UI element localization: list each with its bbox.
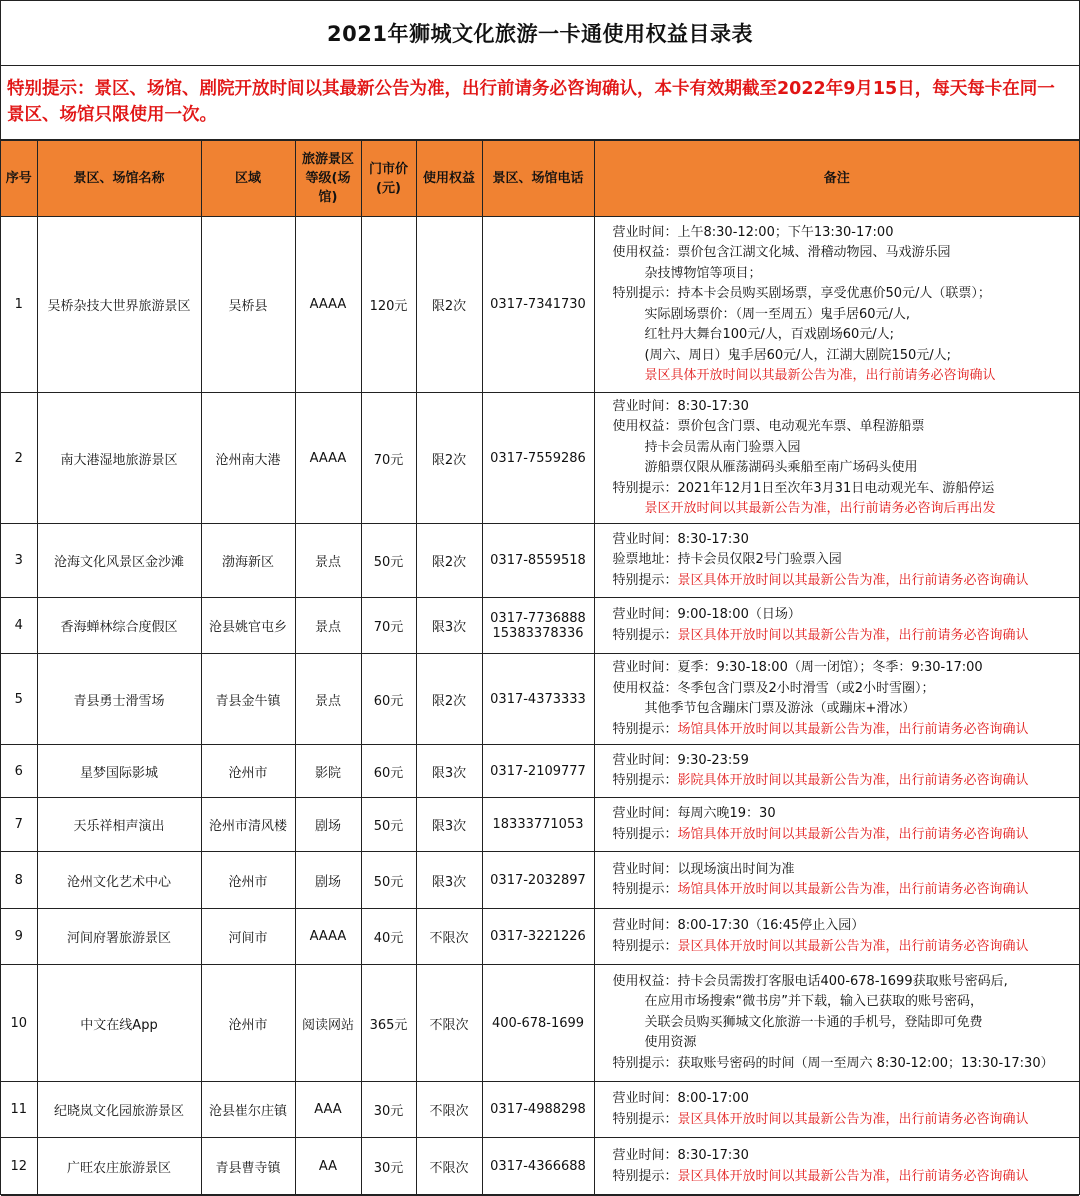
row-price: 40元 — [361, 909, 416, 965]
row-region: 沧州南大港 — [201, 393, 295, 524]
remark-line — [613, 825, 1076, 846]
row-region: 沧县崔尔庄镇 — [201, 1082, 295, 1138]
remark-line — [613, 223, 1076, 244]
remark-line — [613, 571, 1076, 592]
remark-text: 关联会员购买狮城文化旅游一卡通的手机号，登陆即可免费 — [644, 1014, 983, 1030]
row-region: 河间市 — [201, 909, 295, 965]
remark-line — [613, 860, 1076, 881]
remark-text: 营业时间：以现场演出时间为准 — [612, 861, 795, 877]
phone-number: 0317-7341730 — [490, 297, 586, 312]
phone-number: 0317-7559286 — [490, 450, 586, 466]
remark-text: 使用资源 — [644, 1035, 697, 1051]
row-rights: 限3次 — [416, 798, 482, 852]
remark-line — [613, 1089, 1076, 1110]
row-level: 剧场 — [295, 852, 361, 909]
row-no: 7 — [1, 798, 37, 852]
row-rights: 限2次 — [416, 217, 482, 393]
remark-line — [613, 880, 1076, 901]
remark-text: 营业时间：8:00-17:00 — [612, 1091, 749, 1106]
row-level: AAAA — [295, 909, 361, 965]
row-price: 120元 — [361, 217, 416, 393]
table-row — [1, 1138, 1079, 1196]
row-price: 60元 — [361, 745, 416, 798]
row-price: 50元 — [361, 798, 416, 852]
row-phone — [482, 745, 594, 798]
header-phone: 景区、场馆电话 — [482, 141, 594, 217]
row-price: 365元 — [361, 965, 416, 1082]
row-rights: 不限次 — [416, 965, 482, 1082]
remark-line — [613, 417, 1076, 438]
row-rights: 限3次 — [416, 745, 482, 798]
row-rights: 不限次 — [416, 909, 482, 965]
row-price: 30元 — [361, 1082, 416, 1138]
row-remark — [594, 965, 1079, 1082]
remark-text: 营业时间：上午8:30-12:00；下午13:30-17:00 — [612, 224, 894, 240]
row-remark — [594, 745, 1079, 798]
row-rights: 限3次 — [416, 598, 482, 654]
remark-text: 特别提示： — [612, 1111, 678, 1127]
row-name: 广旺农庄旅游景区 — [37, 1138, 201, 1196]
row-region: 青县曹寺镇 — [201, 1138, 295, 1196]
remark-line — [613, 972, 1076, 993]
remark-text: 持卡会员需从南门验票入园 — [644, 439, 801, 455]
remark-line — [613, 550, 1076, 571]
row-region: 沧州市 — [201, 965, 295, 1082]
row-remark — [594, 217, 1079, 393]
remark-text: 使用权益：票价包含江湖文化城、滑稽动物园、马戏游乐园 — [612, 245, 951, 260]
row-phone — [482, 1082, 594, 1138]
remark-text: 特别提示：获取账号密码的时间（周一至周六 8:30-12:00；13:30-17:30） — [612, 1055, 1054, 1071]
remark-text: 特别提示： — [612, 826, 678, 842]
row-no: 12 — [1, 1138, 37, 1196]
phone-number: 0317-3221226 — [490, 929, 586, 944]
remark-text: 特别提示： — [612, 1168, 678, 1184]
row-phone — [482, 598, 594, 654]
remark-text: 景区具体开放时间以其最新公告为准，出行前请务必咨询确认 — [644, 368, 996, 383]
row-remark — [594, 524, 1079, 598]
remark-line — [613, 530, 1076, 551]
phone-number-secondary: 15383378336 — [492, 625, 584, 641]
remark-warning: 景区具体开放时间以其最新公告为准，出行前请务必咨询确认 — [677, 1168, 1029, 1184]
row-no: 2 — [1, 393, 37, 524]
row-phone — [482, 524, 594, 598]
table-row — [1, 1082, 1079, 1138]
remark-line — [613, 284, 1076, 305]
remark-text: 营业时间：8:30-17:30 — [612, 531, 749, 547]
special-notice: 特别提示：景区、场馆、剧院开放时间以其最新公告为准，出行前请务必咨询确认，本卡有效期截至2022年9月15日，每天每卡在同一景区、场馆只限使用一次。 — [1, 66, 1079, 140]
row-remark — [594, 852, 1079, 909]
table-row — [1, 909, 1079, 965]
table-row — [1, 745, 1079, 798]
remark-text: 实际剧场票价：（周一至周五）鬼手居60元/人, — [644, 306, 911, 322]
remark-text: 营业时间：每周六晚19：30 — [612, 806, 776, 821]
remark-text: 特别提示： — [612, 882, 678, 897]
row-no: 1 — [1, 217, 37, 393]
remark-line — [613, 751, 1076, 772]
row-name: 纪晓岚文化园旅游景区 — [37, 1082, 201, 1138]
row-remark — [594, 654, 1079, 745]
row-price: 60元 — [361, 654, 416, 745]
row-name: 沧州文化艺术中心 — [37, 852, 201, 909]
remark-text: 特别提示： — [612, 572, 678, 588]
remark-line — [613, 325, 1076, 346]
remark-line — [613, 479, 1076, 500]
remark-text: 杂技博物馆等项目； — [644, 265, 762, 281]
row-level: 景点 — [295, 524, 361, 598]
remark-line — [613, 366, 1076, 387]
row-level: 景点 — [295, 598, 361, 654]
remark-line — [613, 626, 1076, 647]
remark-line — [613, 458, 1076, 479]
table-row — [1, 524, 1079, 598]
row-remark — [594, 1082, 1079, 1138]
remark-line — [613, 243, 1076, 264]
remark-line — [613, 1054, 1076, 1075]
remark-text: 使用权益：冬季包含门票及2小时滑雪（或2小时雪圈）； — [612, 680, 935, 696]
row-no: 10 — [1, 965, 37, 1082]
table-row — [1, 217, 1079, 393]
remark-text: 特别提示： — [612, 938, 678, 954]
row-region: 沧州市 — [201, 745, 295, 798]
row-remark — [594, 1138, 1079, 1196]
table-row — [1, 654, 1079, 745]
row-remark — [594, 393, 1079, 524]
table-row — [1, 798, 1079, 852]
remark-line — [613, 1033, 1076, 1054]
row-price: 30元 — [361, 1138, 416, 1196]
phone-number: 0317-2109777 — [490, 763, 586, 779]
remark-line — [613, 992, 1076, 1013]
remark-line — [613, 397, 1076, 418]
header-level: 旅游景区等级(场馆) — [295, 141, 361, 217]
remark-line — [613, 699, 1076, 720]
phone-number: 400-678-1699 — [491, 1015, 585, 1031]
row-phone — [482, 909, 594, 965]
remark-line — [613, 937, 1076, 958]
row-remark — [594, 598, 1079, 654]
remark-text: 特别提示： — [612, 773, 678, 788]
row-phone — [482, 798, 594, 852]
row-no: 6 — [1, 745, 37, 798]
page-title: 2021年狮城文化旅游一卡通使用权益目录表 — [1, 1, 1079, 66]
row-phone — [482, 654, 594, 745]
remark-text: 特别提示： — [612, 721, 678, 737]
row-level: 剧场 — [295, 798, 361, 852]
phone-number: 0317-4373333 — [490, 691, 586, 707]
phone-number: 0317-8559518 — [490, 553, 586, 568]
row-name: 南大港湿地旅游景区 — [37, 393, 201, 524]
row-phone — [482, 393, 594, 524]
remark-warning: 场馆具体开放时间以其最新公告为准，出行前请务必咨询确认 — [677, 882, 1029, 897]
row-level: AAAA — [295, 393, 361, 524]
remark-text: 使用权益：票价包含门票、电动观光车票、单程游船票 — [612, 419, 925, 434]
row-price: 70元 — [361, 393, 416, 524]
remark-line — [613, 771, 1076, 792]
row-name: 中文在线App — [37, 965, 201, 1082]
row-name: 河间府署旅游景区 — [37, 909, 201, 965]
row-no: 5 — [1, 654, 37, 745]
row-rights: 限2次 — [416, 524, 482, 598]
remark-line — [613, 264, 1076, 285]
remark-warning: 场馆具体开放时间以其最新公告为准，出行前请务必咨询确认 — [677, 826, 1029, 842]
remark-line — [613, 916, 1076, 937]
row-level: AAAA — [295, 217, 361, 393]
remark-line — [613, 1167, 1076, 1188]
row-rights: 限2次 — [416, 393, 482, 524]
remark-warning: 景区具体开放时间以其最新公告为准，出行前请务必咨询确认 — [677, 1111, 1029, 1127]
row-price: 70元 — [361, 598, 416, 654]
phone-number: 0317-4988298 — [490, 1102, 586, 1117]
phone-number: 0317-4366688 — [490, 1159, 586, 1174]
phone-number: 0317-7736888 — [490, 610, 586, 626]
row-level: 景点 — [295, 654, 361, 745]
row-rights: 限3次 — [416, 852, 482, 909]
remark-line — [613, 605, 1076, 626]
row-no: 3 — [1, 524, 37, 598]
row-name: 青县勇士滑雪场 — [37, 654, 201, 745]
row-no: 11 — [1, 1082, 37, 1138]
row-remark — [594, 909, 1079, 965]
phone-number: 18333771053 — [492, 817, 584, 832]
remark-line — [613, 720, 1076, 741]
remark-warning: 景区具体开放时间以其最新公告为准，出行前请务必咨询确认 — [677, 938, 1029, 954]
row-price: 50元 — [361, 852, 416, 909]
remark-text: 验票地址：持卡会员仅限2号门验票入园 — [612, 552, 842, 568]
row-remark — [594, 798, 1079, 852]
row-region: 沧州市清风楼 — [201, 798, 295, 852]
row-level: AAA — [295, 1082, 361, 1138]
row-rights: 限2次 — [416, 654, 482, 745]
row-name: 香海蝉林综合度假区 — [37, 598, 201, 654]
row-region: 渤海新区 — [201, 524, 295, 598]
remark-text: 红牡丹大舞台100元/人，百戏剧场60元/人; — [644, 327, 894, 342]
row-no: 4 — [1, 598, 37, 654]
remark-line — [613, 679, 1076, 700]
remark-text: 游船票仅限从雁荡湖码头乘船至南广场码头使用 — [644, 460, 918, 475]
remark-text: 特别提示：持本卡会员购买剧场票，享受优惠价50元/人（联票）； — [612, 286, 991, 301]
remark-line — [613, 1110, 1076, 1131]
remark-text: 营业时间：8:00-17:30（16:45停止入园） — [612, 918, 865, 933]
remark-warning: 场馆具体开放时间以其最新公告为准，出行前请务必咨询确认 — [677, 721, 1029, 737]
remark-text: 在应用市场搜索“微书房”并下载，输入已获取的账号密码， — [644, 994, 983, 1010]
row-name: 吴桥杂技大世界旅游景区 — [37, 217, 201, 393]
row-no: 9 — [1, 909, 37, 965]
row-phone — [482, 965, 594, 1082]
remark-text: 营业时间：9:30-23:59 — [612, 752, 749, 768]
remark-warning: 景区具体开放时间以其最新公告为准，出行前请务必咨询确认 — [677, 627, 1029, 643]
row-region: 沧州市 — [201, 852, 295, 909]
row-name: 沧海文化风景区金沙滩 — [37, 524, 201, 598]
row-phone — [482, 1138, 594, 1196]
table-row — [1, 393, 1079, 524]
row-phone — [482, 852, 594, 909]
remark-text: 特别提示：2021年12月1日至次年3月31日电动观光车、游船停运 — [612, 480, 995, 496]
row-no: 8 — [1, 852, 37, 909]
header-no: 序号 — [1, 141, 37, 217]
row-region: 沧县姚官屯乡 — [201, 598, 295, 654]
row-rights: 不限次 — [416, 1138, 482, 1196]
row-region: 吴桥县 — [201, 217, 295, 393]
remark-text: 营业时间：8:30-17:30 — [612, 1148, 749, 1163]
header-name: 景区、场馆名称 — [37, 141, 201, 217]
remark-line — [613, 499, 1076, 520]
row-level: AA — [295, 1138, 361, 1196]
remark-line — [613, 1013, 1076, 1034]
remark-line — [613, 804, 1076, 825]
rights-table — [1, 140, 1079, 1196]
header-price: 门市价(元) — [361, 141, 416, 217]
remark-text: 其他季节包含蹦床门票及游泳（或蹦床+滑冰） — [644, 701, 916, 716]
row-level: 阅读网站 — [295, 965, 361, 1082]
row-rights: 不限次 — [416, 1082, 482, 1138]
header-rights: 使用权益 — [416, 141, 482, 217]
remark-warning: 影院具体开放时间以其最新公告为准，出行前请务必咨询确认 — [677, 773, 1029, 788]
remark-text: 使用权益：持卡会员需拨打客服电话400-678-1699获取账号密码后, — [612, 973, 1008, 989]
row-level: 影院 — [295, 745, 361, 798]
remark-text: 景区开放时间以其最新公告为准，出行前请务必咨询后再出发 — [644, 501, 996, 516]
remark-text: 营业时间：9:00-18:00（日场） — [612, 607, 801, 622]
row-region: 青县金牛镇 — [201, 654, 295, 745]
table-row — [1, 965, 1079, 1082]
phone-number: 0317-2032897 — [490, 872, 586, 888]
header-region: 区域 — [201, 141, 295, 217]
remark-text: 营业时间：夏季：9:30-18:00（周一闭馆）；冬季：9:30-17:00 — [612, 660, 983, 675]
table-row — [1, 852, 1079, 909]
remark-warning: 景区具体开放时间以其最新公告为准，出行前请务必咨询确认 — [677, 572, 1029, 588]
remark-text: 特别提示： — [612, 627, 678, 643]
header-remark: 备注 — [594, 141, 1079, 217]
table-header-row — [1, 141, 1079, 217]
row-name: 天乐祥相声演出 — [37, 798, 201, 852]
row-phone — [482, 217, 594, 393]
table-body — [1, 217, 1079, 1196]
remark-line — [613, 658, 1076, 679]
remark-line — [613, 305, 1076, 326]
remark-line — [613, 1146, 1076, 1167]
row-name: 星梦国际影城 — [37, 745, 201, 798]
remark-line — [613, 438, 1076, 459]
table-row — [1, 598, 1079, 654]
remark-text: 营业时间：8:30-17:30 — [612, 398, 749, 414]
remark-text: (周六、周日）鬼手居60元/人，江湖大剧院150元/人; — [644, 347, 952, 363]
remark-line — [613, 346, 1076, 367]
row-price: 50元 — [361, 524, 416, 598]
